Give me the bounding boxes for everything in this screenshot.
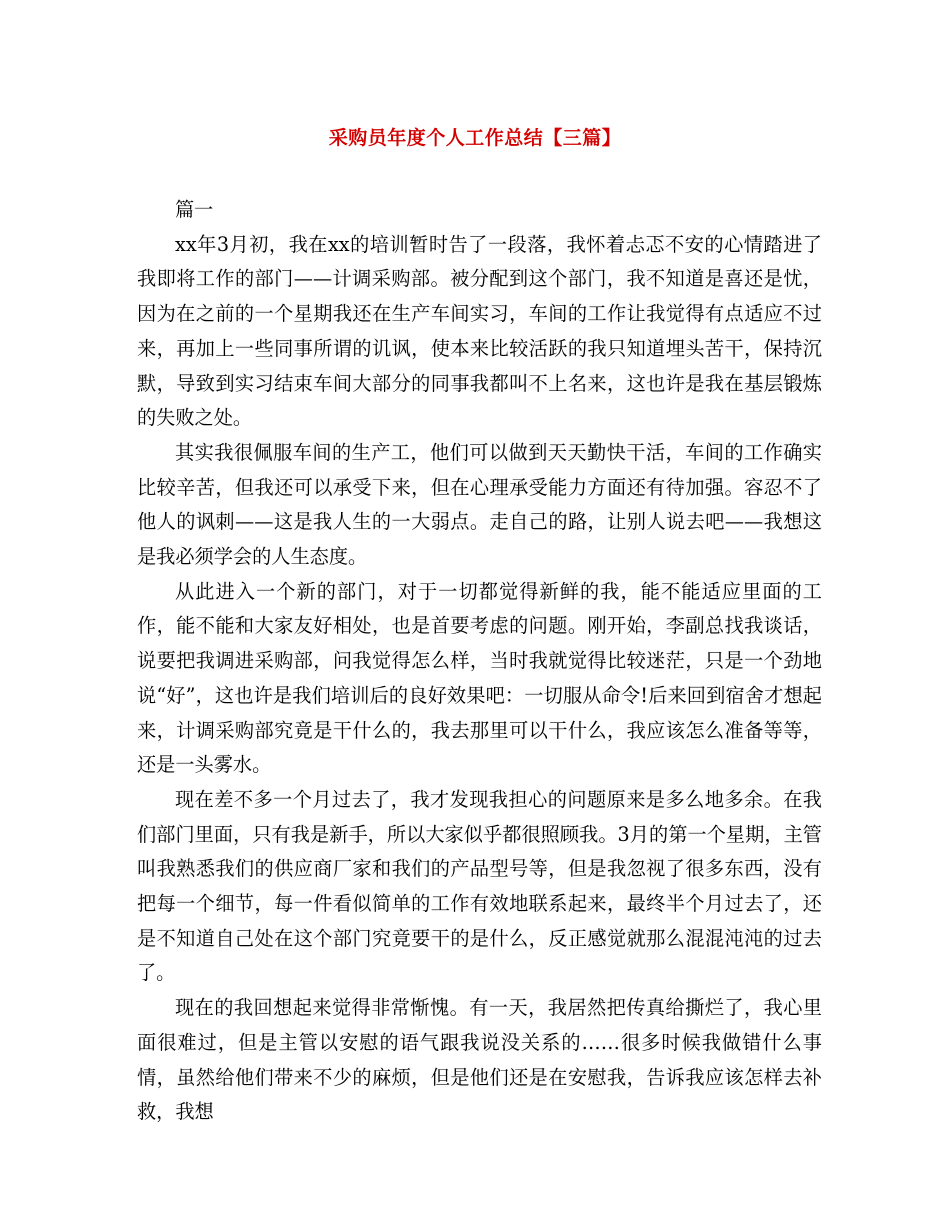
paragraph-4: 现在差不多一个月过去了，我才发现我担心的问题原来是多么地多余。在我们部门里面，只有我是新手，所以大家似乎都很照顾我。3月的第一个星期，主管叫我熟悉我们的供应商厂家和我们的产品型号等，但是我忽视了很多东西，没有把每一个细节，每一件看似简单的工作有效地联系起来，最终半个月过去了，还是不知道自己处在这个部门究竟要干的是什么，反正感觉就那么混混沌沌的过去了。 [137,787,822,985]
paragraph-2: 其实我很佩服车间的生产工，他们可以做到天天勤快干活，车间的工作确实比较辛苦，但我还可以承受下来，但在心理承受能力方面还有待加强。容忍不了他人的讽刺——这是我人生的一大弱点。走自己的路，让别人说去吧——我想这是我必须学会的人生态度。 [137,440,822,569]
paragraph-5: 现在的我回想起来觉得非常惭愧。有一天，我居然把传真给撕烂了，我心里面很难过，但是主管以安慰的语气跟我说没关系的……很多时候我做错什么事情，虽然给他们带来不少的麻烦，但是他们还是在安慰我，告诉我应该怎样去补救，我想 [137,996,822,1124]
paragraph-3: 从此进入一个新的部门，对于一切都觉得新鲜的我，能不能适应里面的工作，能不能和大家友好相处，也是首要考虑的问题。刚开始，李副总找我谈话，说要把我调进采购部，问我觉得怎么样，当时我就觉得比较迷茫，只是一个劲地说“好”，这也许是我们培训后的良好效果吧：一切服从命令!后来回到宿舍才想起来，计调采购部究竟是干什么的，我去那里可以干什么，我应该怎么准备等等，还是一头雾水。 [137,579,822,777]
document-title: 采购员年度个人工作总结【三篇】 [328,127,622,149]
section-heading: 篇一 [175,198,214,221]
document-body [137,193,822,1130]
paragraph-1: xx年3月初，我在xx的培训暂时告了一段落，我怀着忐忑不安的心情踏进了我即将工作的部门——计调采购部。被分配到这个部门，我不知道是喜还是忧，因为在之前的一个星期我还在生产车间实习，车间的工作让我觉得有点适应不过来，再加上一些同事所谓的讥讽，使本来比较活跃的我只知道埋头苦干，保持沉默，导致到实习结束车间大部分的同事我都叫不上名来，这也许是我在基层锻炼的失败之处。 [137,232,822,430]
